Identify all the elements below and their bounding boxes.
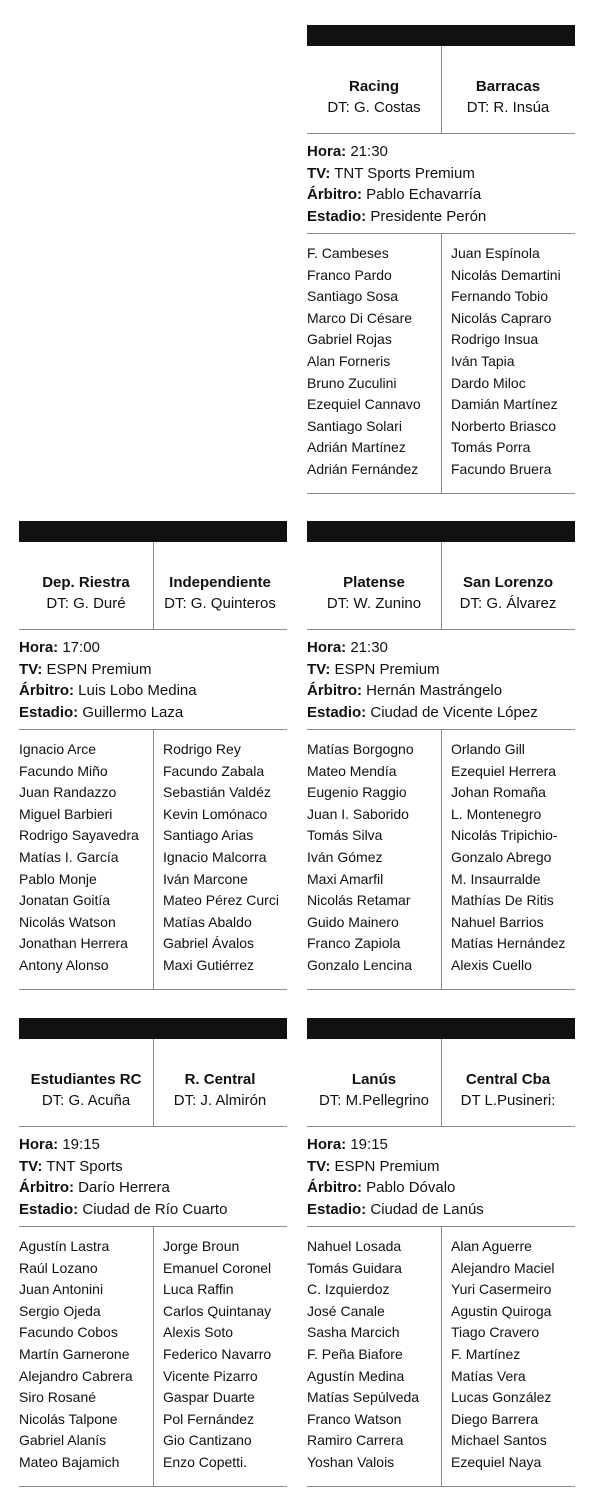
player-name: Santiago Solari (307, 417, 402, 434)
player-name: Bruno Zuculini (307, 374, 397, 391)
team-name: San Lorenzo (462, 574, 553, 591)
card-header-bar (307, 25, 575, 46)
info-value: 19:15 (350, 1136, 388, 1153)
player-name: Martín Garnerone (19, 1345, 130, 1362)
player-name: Adrián Fernández (307, 460, 419, 477)
info-label: Árbitro: (307, 186, 362, 204)
player-name: Franco Watson (307, 1410, 402, 1427)
teams-row (307, 542, 575, 630)
home-team (19, 572, 153, 614)
away-team (441, 76, 575, 118)
player-name: Maxi Gutiérrez (163, 956, 255, 973)
player-name: Jonatan Goitía (19, 892, 111, 909)
match-info (307, 134, 575, 234)
player-name: Iván Marcone (163, 870, 248, 887)
player-name: Alexis Soto (163, 1324, 234, 1341)
player-name: Lucas González (451, 1389, 552, 1406)
player-name: Facundo Miño (19, 762, 108, 779)
lineups (307, 1227, 575, 1487)
team-name: Lanús (351, 1071, 397, 1088)
info-hora (307, 1134, 575, 1156)
player-name: Alan Aguerre (451, 1238, 532, 1254)
away-team (153, 1069, 287, 1111)
match-card (19, 1018, 287, 1487)
team-name: Platense (343, 574, 405, 591)
card-header-bar (19, 1018, 287, 1039)
player-name: Alejandro Maciel (451, 1259, 555, 1276)
player-name: Matías Sepúlveda (307, 1389, 420, 1406)
home-team (307, 572, 441, 614)
player-name: Johan Romaña (451, 784, 546, 801)
team-name: Barracas (475, 78, 541, 95)
info-label: Árbitro: (19, 1179, 74, 1197)
team-coach: DT: M.Pellegrino (318, 1092, 430, 1109)
info-label: Hora: (307, 143, 347, 160)
player-name: Diego Barrera (451, 1410, 539, 1427)
home-lineup (307, 243, 421, 481)
home-lineup (19, 739, 139, 977)
player-name: Adrián Martínez (307, 439, 406, 456)
team-name: R. Central (184, 1071, 256, 1088)
match-card (307, 1018, 575, 1487)
player-name: Jonathan Herrera (19, 935, 128, 952)
info-label: Hora: (307, 639, 347, 656)
info-estadio (19, 702, 287, 724)
info-label: Árbitro: (307, 682, 362, 700)
team-coach: DT: G. Quinteros (164, 595, 276, 612)
player-name: Luca Raffin (163, 1281, 234, 1298)
team-name: Racing (348, 78, 399, 95)
player-name: Matías Hernández (451, 935, 566, 952)
column-divider (441, 730, 442, 989)
info-arbitro (307, 184, 575, 206)
player-name: Facundo Bruera (451, 460, 552, 477)
player-name: Mathías De Ritis (451, 892, 554, 909)
player-name: F. Peña Biafore (307, 1345, 403, 1362)
home-lineup (19, 1236, 133, 1474)
player-name: Nicolás Tripichio- (451, 827, 558, 844)
player-name: Raúl Lozano (19, 1259, 98, 1276)
info-estadio (307, 1199, 575, 1221)
team-coach: DT: R. Insúa (466, 99, 550, 116)
away-lineup (451, 243, 561, 481)
player-name: Sasha Marcich (307, 1324, 400, 1341)
info-label: TV: (307, 164, 331, 182)
player-name: Matías Borgogno (307, 741, 414, 757)
teams-row (307, 46, 575, 134)
player-name: Michael Santos (451, 1432, 547, 1449)
teams-row (19, 1039, 287, 1127)
info-value: 21:30 (350, 143, 388, 160)
lineups (19, 730, 287, 990)
player-name: Facundo Zabala (163, 762, 265, 779)
player-name: Matías Vera (451, 1367, 526, 1384)
player-name: Franco Zapiola (307, 935, 401, 952)
player-name: Nicolás Retamar (307, 892, 411, 909)
player-name: Federico Navarro (163, 1345, 272, 1362)
player-name: Damián Martínez (451, 396, 558, 413)
home-team (19, 1069, 153, 1111)
info-hora (19, 637, 287, 659)
info-value: ESPN Premium (334, 1157, 440, 1175)
info-hora (307, 141, 575, 163)
player-name: Juan I. Saborido (307, 805, 409, 822)
away-lineup (451, 739, 565, 977)
player-name: Iván Tapia (451, 352, 515, 369)
player-name: F. Cambeses (307, 245, 389, 261)
info-value: Presidente Perón (370, 207, 487, 225)
column-divider (153, 730, 154, 989)
team-coach: DT: J. Almirón (173, 1092, 267, 1109)
player-name: Sergio Ojeda (19, 1302, 101, 1319)
info-value: ESPN Premium (334, 660, 440, 678)
info-value: Ciudad de Río Cuarto (82, 1200, 228, 1218)
info-label: Árbitro: (307, 1179, 362, 1197)
info-value: Guillermo Laza (82, 703, 184, 721)
away-team (441, 1069, 575, 1111)
player-name: Ramiro Carrera (307, 1432, 404, 1449)
player-name: Agustín Medina (307, 1367, 405, 1384)
player-name: Gabriel Alanís (19, 1432, 107, 1449)
info-value: Pablo Dóvalo (366, 1179, 456, 1197)
player-name: Nicolás Talpone (19, 1410, 118, 1427)
player-name: Pablo Monje (19, 870, 97, 887)
player-name: Antony Alonso (19, 956, 109, 973)
player-name: Maxi Amarfil (307, 870, 384, 887)
column-divider (441, 1227, 442, 1486)
player-name: Guido Mainero (307, 913, 399, 930)
player-name: Tomás Porra (451, 439, 531, 456)
info-value: Ciudad de Vicente López (370, 703, 538, 721)
player-name: Agustín Lastra (19, 1238, 110, 1254)
player-name: Alejandro Cabrera (19, 1367, 133, 1384)
team-name: Central Cba (465, 1071, 551, 1088)
team-name: Independiente (169, 574, 271, 591)
home-lineup (307, 739, 414, 977)
column-divider (441, 234, 442, 493)
team-coach: DT: G. Acuña (41, 1092, 131, 1109)
player-name: Sebastián Valdéz (163, 784, 271, 801)
lineups (307, 234, 575, 494)
player-name: Ezequiel Herrera (451, 762, 557, 779)
player-name: Gonzalo Abrego (451, 848, 552, 865)
match-card (307, 25, 575, 494)
player-name: Enzo Copetti. (163, 1453, 248, 1470)
info-label: TV: (19, 660, 43, 678)
home-team (307, 76, 441, 118)
player-name: C. Izquierdoz (307, 1281, 390, 1298)
player-name: Norberto Briasco (451, 417, 557, 434)
player-name: Nicolás Capraro (451, 309, 552, 326)
info-estadio (307, 206, 575, 228)
match-info (19, 1127, 287, 1227)
card-header-bar (307, 1018, 575, 1039)
info-tv (307, 163, 575, 185)
teams-row (307, 1039, 575, 1127)
info-arbitro (307, 680, 575, 702)
card-header-bar (19, 521, 287, 542)
info-value: Hernán Mastrángelo (366, 682, 503, 700)
player-name: Nicolás Demartini (451, 266, 561, 283)
player-name: Yuri Casermeiro (451, 1281, 552, 1298)
player-name: Tomás Silva (307, 827, 383, 844)
player-name: Facundo Cobos (19, 1324, 118, 1341)
player-name: M. Insaurralde (451, 870, 541, 887)
info-label: Estadio: (307, 1200, 367, 1218)
player-name: Ignacio Malcorra (163, 848, 267, 865)
player-name: Mateo Pérez Curci (163, 892, 279, 909)
info-value: Luis Lobo Medina (78, 682, 197, 700)
info-label: Hora: (19, 639, 59, 656)
lineups (307, 730, 575, 990)
player-name: F. Martínez (451, 1345, 521, 1362)
info-label: TV: (307, 1157, 331, 1175)
info-label: TV: (307, 660, 331, 678)
away-team (441, 572, 575, 614)
player-name: Santiago Arias (163, 827, 254, 844)
player-name: Emanuel Coronel (163, 1259, 272, 1276)
team-coach: DT: G. Costas (327, 99, 421, 116)
player-name: Gaspar Duarte (163, 1389, 255, 1406)
info-label: TV: (19, 1157, 43, 1175)
match-info (307, 630, 575, 730)
team-coach: DT: W. Zunino (326, 595, 422, 612)
info-label: Estadio: (19, 1200, 79, 1218)
player-name: Agustin Quiroga (451, 1302, 552, 1319)
player-name: Eugenio Raggio (307, 784, 407, 801)
info-hora (19, 1134, 287, 1156)
match-card (307, 521, 575, 990)
player-name: Alexis Cuello (451, 956, 532, 973)
info-value: 19:15 (62, 1136, 100, 1153)
player-name: Kevin Lomónaco (163, 805, 268, 822)
info-arbitro (307, 1177, 575, 1199)
player-name: Fernando Tobio (451, 288, 549, 305)
player-name: Rodrigo Insua (451, 331, 539, 348)
player-name: Vicente Pizarro (163, 1367, 258, 1384)
player-name: Carlos Quintanay (163, 1302, 272, 1319)
player-name: José Canale (307, 1302, 385, 1319)
info-value: Pablo Echavarría (366, 186, 482, 204)
info-estadio (19, 1199, 287, 1221)
away-team (153, 572, 287, 614)
info-label: Estadio: (307, 703, 367, 721)
team-coach: DT: G. Álvarez (459, 595, 557, 612)
player-name: Gonzalo Lencina (307, 956, 413, 973)
info-value: 17:00 (62, 639, 100, 656)
match-info (307, 1127, 575, 1227)
player-name: Ignacio Arce (19, 741, 97, 757)
player-name: Tiago Cravero (451, 1324, 540, 1341)
info-label: Estadio: (307, 207, 367, 225)
player-name: Nicolás Watson (19, 913, 116, 930)
player-name: Tomás Guidara (307, 1259, 402, 1276)
lineups (19, 1227, 287, 1487)
info-label: Hora: (19, 1136, 59, 1153)
info-estadio (307, 702, 575, 724)
match-info (19, 630, 287, 730)
player-name: Santiago Sosa (307, 288, 399, 305)
player-name: Juan Antonini (19, 1281, 104, 1298)
player-name: Juan Randazzo (19, 784, 117, 801)
player-name: Gabriel Ávalos (163, 935, 255, 952)
player-name: L. Montenegro (451, 805, 542, 822)
away-lineup (163, 1236, 271, 1474)
player-name: Jorge Broun (163, 1238, 240, 1254)
player-name: Miguel Barbieri (19, 805, 113, 822)
player-name: Gio Cantizano (163, 1432, 252, 1449)
info-tv (307, 659, 575, 681)
info-arbitro (19, 1177, 287, 1199)
info-hora (307, 637, 575, 659)
player-name: Matías I. García (19, 848, 119, 865)
info-tv (307, 1156, 575, 1178)
column-divider (153, 1227, 154, 1486)
team-coach: DT L.Pusineri: (460, 1092, 556, 1109)
info-value: Ciudad de Lanús (370, 1200, 484, 1218)
info-value: Darío Herrera (78, 1179, 170, 1197)
player-name: Franco Pardo (307, 266, 392, 283)
home-team (307, 1069, 441, 1111)
player-name: Orlando Gill (451, 741, 525, 757)
info-tv (19, 659, 287, 681)
player-name: Juan Espínola (451, 245, 540, 261)
info-value: ESPN Premium (46, 660, 152, 678)
home-lineup (307, 1236, 419, 1474)
team-name: Dep. Riestra (42, 574, 130, 591)
player-name: Mateo Mendía (307, 762, 397, 779)
player-name: Marco Di Césare (307, 309, 413, 326)
player-name: Mateo Bajamich (19, 1453, 120, 1470)
away-lineup (163, 739, 279, 977)
player-name: Rodrigo Rey (163, 741, 241, 757)
player-name: Gabriel Rojas (307, 331, 392, 348)
info-value: TNT Sports Premium (334, 164, 475, 182)
player-name: Nahuel Losada (307, 1238, 402, 1254)
player-name: Ezequiel Cannavo (307, 396, 421, 413)
info-tv (19, 1156, 287, 1178)
player-name: Dardo Miloc (451, 374, 526, 391)
info-label: Hora: (307, 1136, 347, 1153)
team-coach: DT: G. Duré (46, 595, 126, 612)
info-arbitro (19, 680, 287, 702)
player-name: Ezequiel Naya (451, 1453, 542, 1470)
match-card (19, 521, 287, 990)
team-name: Estudiantes RC (30, 1071, 142, 1088)
player-name: Matías Abaldo (163, 913, 252, 930)
info-label: Estadio: (19, 703, 79, 721)
player-name: Alan Forneris (307, 352, 391, 369)
info-value: TNT Sports (46, 1157, 123, 1175)
player-name: Rodrigo Sayavedra (19, 827, 139, 844)
info-label: Árbitro: (19, 682, 74, 700)
player-name: Iván Gómez (307, 848, 383, 865)
card-header-bar (307, 521, 575, 542)
away-lineup (451, 1236, 555, 1474)
teams-row (19, 542, 287, 630)
player-name: Nahuel Barrios (451, 913, 544, 930)
player-name: Siro Rosané (19, 1389, 97, 1406)
player-name: Yoshan Valois (307, 1453, 395, 1470)
info-value: 21:30 (350, 639, 388, 656)
player-name: Pol Fernández (163, 1410, 255, 1427)
